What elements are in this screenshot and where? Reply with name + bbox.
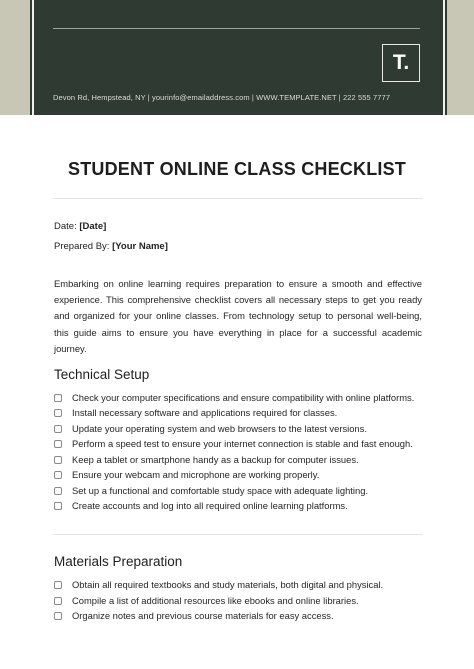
header-divider	[53, 28, 420, 29]
checklist-item-text: Update your operating system and web browsers to the latest versions.	[72, 423, 367, 434]
intro-paragraph: Embarking on online learning requires preparation to ensure a smooth and effective experience. This comprehensive checklist covers all necessary steps to get you ready and organized for your online classes. From technology setup to personal well-being, this guide aims to ensure you have everything in place for a successful academic journey.	[54, 278, 422, 354]
checkbox[interactable]	[54, 440, 62, 448]
checklist-item-text: Obtain all required textbooks and study materials, both digital and physical.	[72, 579, 384, 590]
title-divider	[53, 198, 423, 199]
checkbox[interactable]	[54, 612, 62, 620]
checklist-item[interactable]	[54, 406, 337, 419]
checkbox[interactable]	[54, 487, 62, 495]
checklist-item[interactable]	[54, 609, 334, 622]
logo	[382, 44, 420, 82]
checklist-item-text: Install necessary software and applications required for classes.	[72, 407, 338, 418]
checkbox[interactable]	[54, 581, 62, 589]
prepared-by-label: Prepared By:	[54, 241, 110, 252]
section-heading-technical-setup: Technical Setup	[54, 367, 150, 382]
checklist-item[interactable]	[54, 422, 367, 435]
checkbox[interactable]	[54, 394, 62, 402]
date-value[interactable]: [Date]	[79, 221, 107, 232]
checkbox[interactable]	[54, 456, 62, 464]
checklist-item-text: Organize notes and previous course materials for easy access.	[72, 610, 334, 621]
checklist-item[interactable]	[54, 484, 368, 497]
prepared-by-line	[54, 241, 168, 252]
checklist-item[interactable]	[54, 391, 414, 404]
contact-info: Devon Rd, Hempstead, NY | yourinfo@emailaddress.com | WWW.TEMPLATE.NET | 222 555 7777	[53, 93, 391, 102]
checkbox[interactable]	[54, 471, 62, 479]
section-divider	[53, 534, 423, 535]
checklist-item[interactable]	[54, 499, 348, 512]
checklist-item-text: Create accounts and log into all required online learning platforms.	[72, 500, 348, 511]
checkbox[interactable]	[54, 409, 62, 417]
checkbox[interactable]	[54, 425, 62, 433]
section-heading-materials-preparation: Materials Preparation	[54, 554, 183, 569]
prepared-by-value[interactable]: [Your Name]	[112, 241, 168, 252]
checklist-item-text: Keep a tablet or smartphone handy as a backup for computer issues.	[72, 454, 359, 465]
checklist-item[interactable]	[54, 453, 359, 466]
page-title: STUDENT ONLINE CLASS CHECKLIST	[67, 159, 406, 179]
checklist-item-text: Set up a functional and comfortable study space with adequate lighting.	[72, 485, 369, 496]
checkbox[interactable]	[54, 597, 62, 605]
checklist-item[interactable]	[54, 437, 413, 450]
date-line	[54, 221, 106, 232]
logo-letter: T.	[392, 51, 410, 74]
checklist-item-text: Compile a list of additional resources like ebooks and online libraries.	[72, 595, 359, 606]
checklist-item[interactable]	[54, 468, 319, 481]
checklist-item[interactable]	[54, 594, 359, 607]
header-panel	[30, 0, 447, 115]
checklist-item-text: Perform a speed test to ensure your internet connection is stable and fast enough.	[72, 438, 413, 449]
date-label: Date:	[54, 221, 77, 232]
header-edge-right	[443, 0, 445, 115]
checklist-item-text: Check your computer specifications and ensure compatibility with online platforms.	[72, 392, 415, 403]
checklist-item-text: Ensure your webcam and microphone are working properly.	[72, 469, 320, 480]
checklist-item[interactable]	[54, 578, 383, 591]
checkbox[interactable]	[54, 502, 62, 510]
header-edge-left	[32, 0, 34, 115]
